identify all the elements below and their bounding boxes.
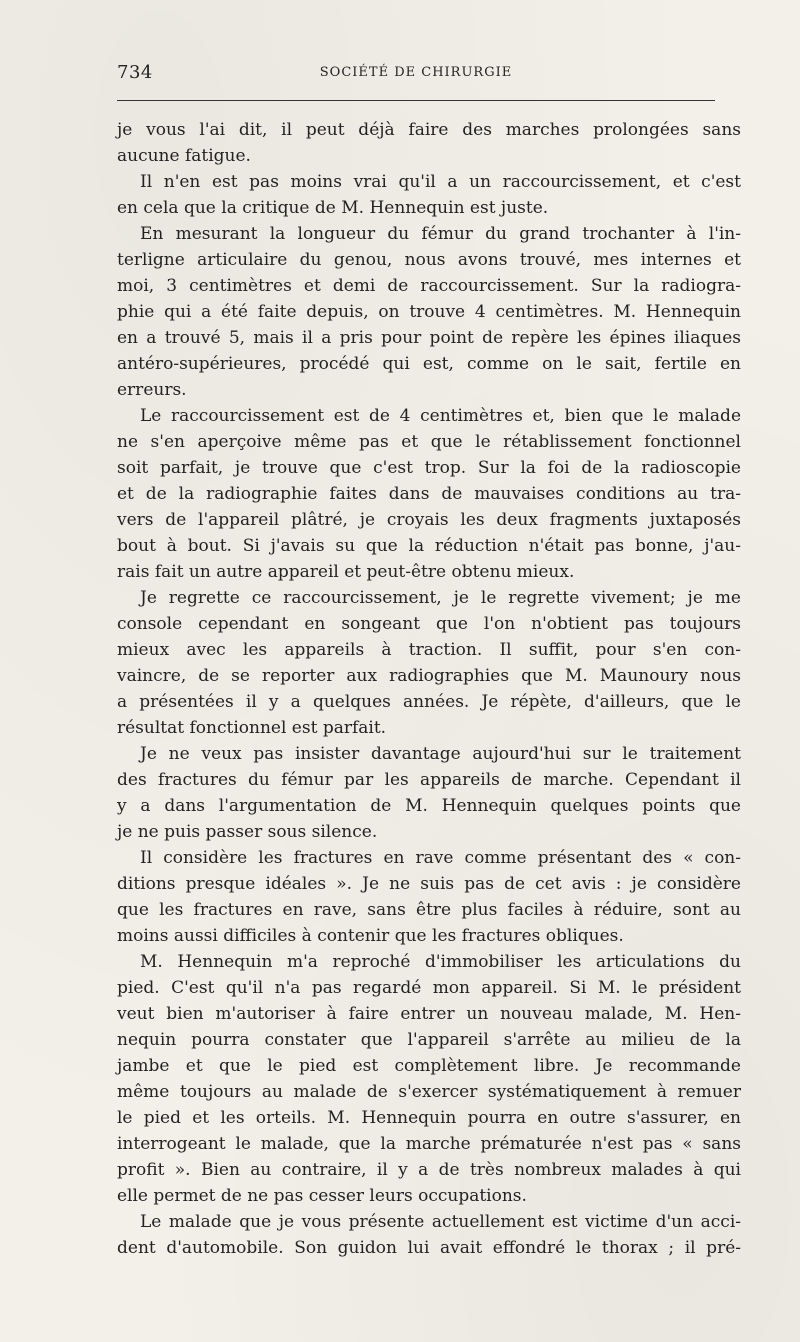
text-line: console cependant en songeant que l'on n'obtient pas toujours	[117, 614, 741, 634]
text-line: Le malade que je vous présente actuellement est victime d'un acci-	[140, 1212, 741, 1232]
paragraph	[117, 1209, 741, 1261]
text-line: jambe et que le pied est complètement libre. Je recommande	[117, 1056, 741, 1076]
paragraph	[117, 117, 741, 169]
paragraph	[117, 403, 741, 585]
text-line: Il n'en est pas moins vrai qu'il a un raccourcissement, et c'est	[140, 172, 741, 192]
text-line: Je regrette ce raccourcissement, je le regrette vivement; je me	[140, 588, 741, 608]
text-line: veut bien m'autoriser à faire entrer un nouveau malade, M. Hen-	[117, 1004, 741, 1024]
text-line: En mesurant la longueur du fémur du grand trochanter à l'in-	[140, 224, 741, 244]
paragraph	[117, 169, 741, 221]
text-line: et de la radiographie faites dans de mauvaises conditions au tra-	[117, 484, 741, 504]
header-rule	[117, 100, 715, 101]
paragraph	[117, 585, 741, 741]
text-line: en cela que la critique de M. Hennequin est juste.	[117, 198, 549, 218]
text-line: je ne puis passer sous silence.	[117, 822, 378, 842]
text-line: des fractures du fémur par les appareils de marche. Cependant il	[117, 770, 741, 790]
running-title: SOCIÉTÉ DE CHIRURGIE	[319, 65, 513, 80]
text-line: Le raccourcissement est de 4 centimètres et, bien que le malade	[140, 406, 741, 426]
text-line: a présentées il y a quelques années. Je répète, d'ailleurs, que le	[117, 692, 741, 712]
text-line: en a trouvé 5, mais il a pris pour point de repère les épines iliaques	[117, 328, 741, 348]
text-line: résultat fonctionnel est parfait.	[117, 718, 387, 738]
paragraph	[117, 949, 741, 1209]
text-line: bout à bout. Si j'avais su que la réduction n'était pas bonne, j'au-	[117, 536, 741, 556]
text-line: Il considère les fractures en rave comme présentant des « con-	[140, 848, 741, 868]
paragraph	[117, 845, 741, 949]
text-line: phie qui a été faite depuis, on trouve 4 centimètres. M. Hennequin	[117, 302, 741, 322]
text-line: mieux avec les appareils à traction. Il suffit, pour s'en con-	[117, 640, 741, 660]
text-line: nequin pourra constater que l'appareil s'arrête au milieu de la	[117, 1030, 741, 1050]
page-header	[117, 62, 715, 86]
text-line: le pied et les orteils. M. Hennequin pourra en outre s'assurer, en	[117, 1108, 741, 1128]
text-line: moins aussi difficiles à contenir que les fractures obliques.	[117, 926, 624, 946]
text-line: erreurs.	[117, 380, 187, 400]
text-line: M. Hennequin m'a reproché d'immobiliser les articulations du	[140, 952, 741, 972]
text-line: pied. C'est qu'il n'a pas regardé mon appareil. Si M. le président	[117, 978, 741, 998]
text-line: terligne articulaire du genou, nous avons trouvé, mes internes et	[117, 250, 741, 270]
text-line: profit ». Bien au contraire, il y a de très nombreux malades à qui	[117, 1160, 741, 1180]
text-line: même toujours au malade de s'exercer systématiquement à remuer	[117, 1082, 741, 1102]
text-line: vaincre, de se reporter aux radiographies que M. Maunoury nous	[117, 666, 741, 686]
paragraph	[117, 221, 741, 403]
text-line: aucune fatigue.	[117, 146, 251, 166]
paragraph	[117, 741, 741, 845]
text-line: dent d'automobile. Son guidon lui avait effondré le thorax ; il pré-	[117, 1238, 741, 1258]
text-line: rais fait un autre appareil et peut-être obtenu mieux.	[117, 562, 575, 582]
text-line: elle permet de ne pas cesser leurs occupations.	[117, 1186, 527, 1206]
text-line: vers de l'appareil plâtré, je croyais les deux fragments juxtaposés	[117, 510, 741, 530]
text-line: que les fractures en rave, sans être plus faciles à réduire, sont au	[117, 900, 741, 920]
text-line: moi, 3 centimètres et demi de raccourcissement. Sur la radiogra-	[117, 276, 741, 296]
text-line: je vous l'ai dit, il peut déjà faire des marches prolongées sans	[117, 120, 741, 140]
body-text	[117, 117, 741, 1261]
text-line: antéro-supérieures, procédé qui est, comme on le sait, fertile en	[117, 354, 741, 374]
text-line: y a dans l'argumentation de M. Hennequin quelques points que	[117, 796, 741, 816]
page-number: 734	[117, 62, 153, 83]
text-line: soit parfait, je trouve que c'est trop. Sur la foi de la radioscopie	[117, 458, 741, 478]
text-line: ne s'en aperçoive même pas et que le rétablissement fonctionnel	[117, 432, 741, 452]
text-line: Je ne veux pas insister davantage aujourd'hui sur le traitement	[140, 744, 741, 764]
text-line: interrogeant le malade, que la marche prématurée n'est pas « sans	[117, 1134, 741, 1154]
text-line: ditions presque idéales ». Je ne suis pas de cet avis : je considère	[117, 874, 741, 894]
